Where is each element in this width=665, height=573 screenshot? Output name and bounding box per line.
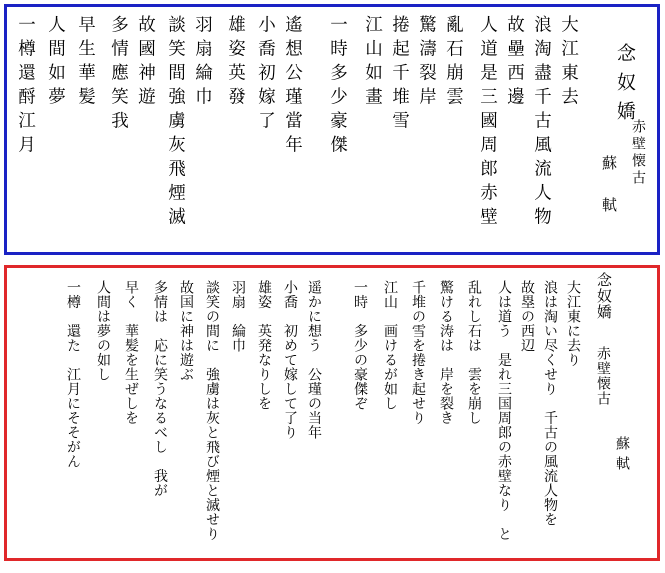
reading-line: 談笑の間に 強虜は灰と飛び煙と滅せり [204, 280, 220, 541]
poem-line: 遙想公瑾當年 [282, 15, 303, 159]
reading-line: 羽扇 綸巾 [230, 280, 246, 353]
reading-line: 千堆の雪を捲き起せり [410, 280, 426, 425]
poem-line: 亂石崩雲 [443, 15, 464, 111]
poem-line: 江山如畫 [362, 15, 383, 111]
poem-line: 人道是三國周郎赤壁 [477, 15, 498, 231]
poem-subtitle: 赤壁懐古 [630, 119, 646, 187]
reading-line: 故塁の西辺 [519, 280, 535, 353]
reading-line: 多情は 応に笑うなるべし 我が [152, 280, 168, 498]
poem-line: 小喬初嫁了 [255, 15, 276, 135]
poem-author: 蘇 軾 [600, 155, 618, 218]
reading-line: 浪は淘い尽くせり 千古の風流人物を [542, 280, 558, 527]
reading-line: 故国に神は遊ぶ [178, 280, 194, 382]
reading-line: 遥かに想う 公瑾の当年 [306, 280, 322, 440]
poem-line: 雄姿英發 [225, 15, 246, 111]
reading-subtitle: 赤壁懐古 [595, 346, 611, 406]
reading-line: 江山 画けるが如し [382, 280, 398, 411]
reading-line: 早く 華髪を生ぜしを [123, 280, 139, 425]
reading-line: 人は道う 是れ三国周郎の赤壁なり と [496, 280, 512, 541]
poem-title: 念奴嬌 [614, 43, 636, 130]
reading-line: 雄姿 英発なりしを [256, 280, 272, 411]
poem-line: 早生華髪 [75, 15, 96, 111]
poem-line: 浪淘盡千古風流人物 [531, 15, 552, 231]
reading-line: 一時 多少の豪傑ぞ [352, 280, 368, 411]
reading-line: 乱れし石は 雲を崩し [466, 280, 482, 425]
poem-line: 驚濤裂岸 [416, 15, 437, 111]
reading-line: 小喬 初めて嫁して了り [282, 280, 298, 440]
reading-line: 大江東に去り [565, 280, 581, 367]
poem-line: 人間如夢 [45, 15, 66, 111]
reading-text-panel [4, 265, 660, 561]
reading-line: 一樽 還た 江月にそそがん [65, 280, 81, 469]
poem-line: 捲起千堆雪 [389, 15, 410, 135]
reading-author: 蘇軾 [614, 436, 630, 476]
poem-line: 故壘西邊 [504, 15, 525, 111]
poem-line: 故國神遊 [135, 15, 156, 111]
poem-line: 羽扇綸巾 [192, 15, 213, 111]
poem-line: 大江東去 [558, 15, 579, 111]
poem-line: 一樽還酹江月 [15, 15, 36, 159]
original-text-panel [4, 4, 660, 255]
poem-line: 多情應笑我 [108, 15, 129, 135]
reading-line: 人間は夢の如し [95, 280, 111, 382]
reading-line: 驚ける涛は 岸を裂き [438, 280, 454, 425]
reading-title: 念奴嬌 [595, 272, 613, 320]
poem-line: 一時多少豪傑 [327, 15, 348, 159]
poem-line: 談笑間強虜灰飛煙滅 [165, 15, 186, 231]
